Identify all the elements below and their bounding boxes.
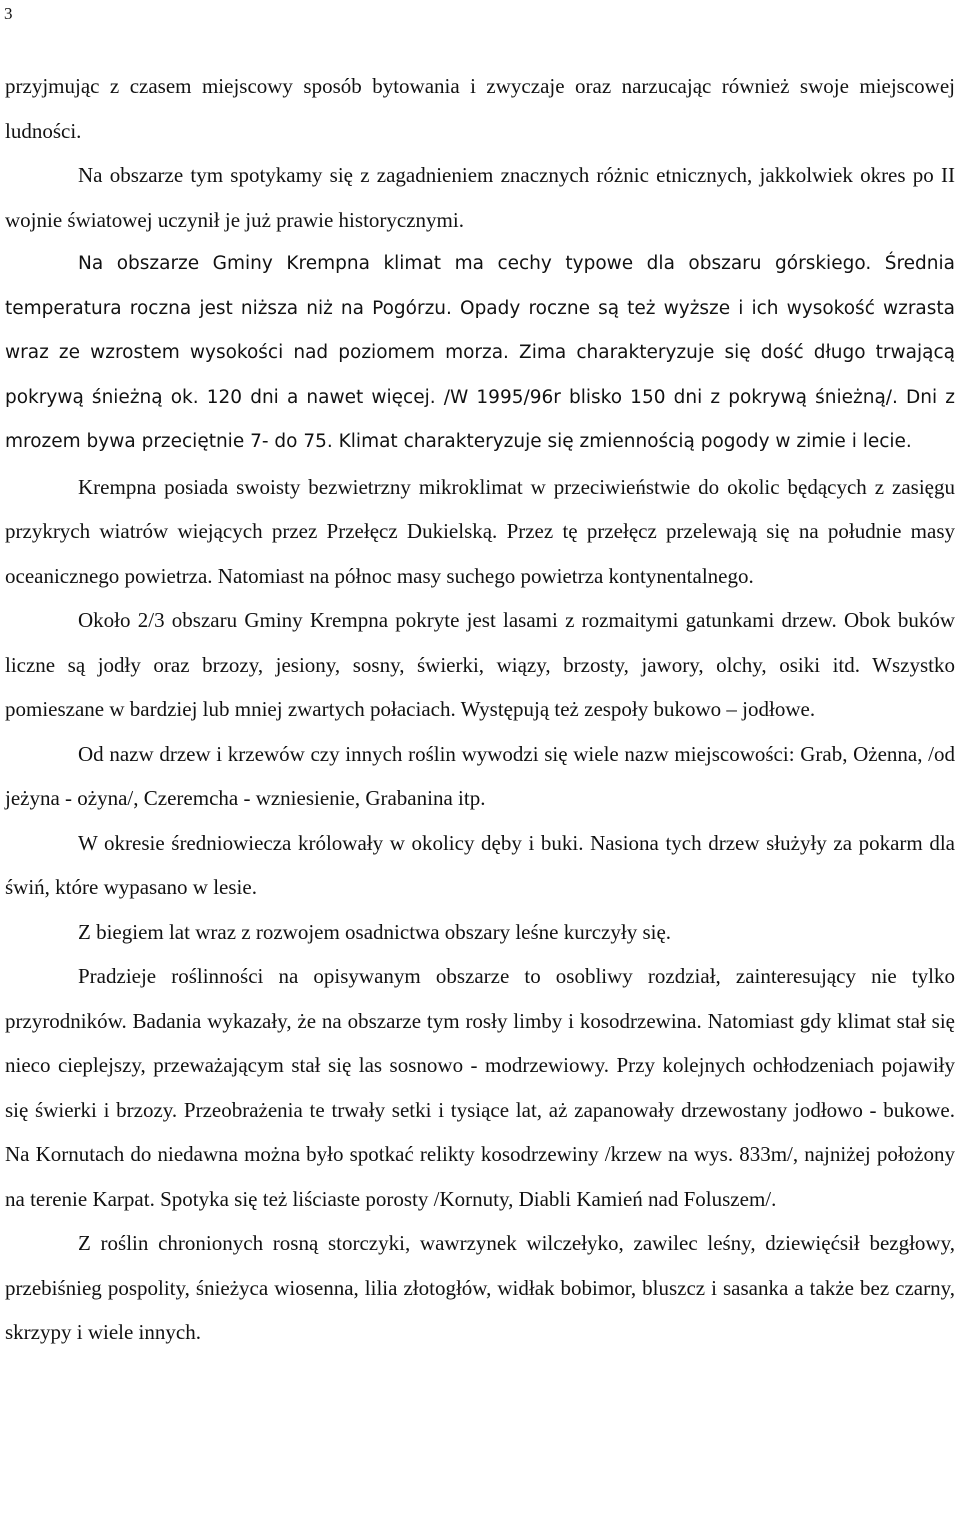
paragraph-protected-plants: Z roślin chronionych rosną storczyki, wawrzynek wilczełyko, zawilec leśny, dziewięćsił bezgłowy, przebiśnieg pospolity, śnieżyca wiosenna, lilia złotogłów, widłak bobimor, bluszcz i sasanka a także bez czarny, skrzypy i wiele innych. (5, 1231, 955, 1344)
paragraph-middle-ages: W okresie średniowiecza królowały w okolicy dęby i buki. Nasiona tych drzew służyły za pokarm dla świń, które wypasano w lesie. (5, 830, 955, 899)
paragraph-vegetation-history: Pradzieje roślinności na opisywanym obszarze to osobliwy rozdział, zainteresujący nie tylko przyrodników. Badania wykazały, że na obszarze tym rosły limby i kosodrzewina. Natomiast gdy klimat stał się nieco cieplejszy, przeważającym stał się las sosnowo - modrzewiowy. Przy kolejnych ochłodzeniach pojawiły się świerki i brzozy. Przeobrażenia te trwały setki i tysiące lat, aż zapanowały drzewostany jodłowo - bukowe. Na Kornutach do niedawna można było spotkać relikty kosodrzewiny /krzew na wys. 833m/, najniżej położony na terenie Karpat. Spotyka się też liściaste porosty /Kornuty, Diabli Kamień nad Foluszem/. (5, 964, 955, 1211)
paragraph-climate: Na obszarze Gminy Krempna klimat ma cechy typowe dla obszaru górskiego. Średnia temperatura roczna jest niższa niż na Pogórzu. Opady roczne są też wyższe i ich wysokość wzrasta wraz ze wzrostem wysokości nad poziomem morza. Zima charakteryzuje się dość długo trwającą pokrywą śnieżną ok. 120 dni a nawet więcej. /W 1995/96r blisko 150 dni z pokrywą śnieżną/. Dni z mrozem bywa przeciętnie 7- do 75. Klimat charakteryzuje się zmiennością pogody w zimie i lecie. (5, 253, 955, 452)
paragraph-microclimate: Krempna posiada swoisty bezwietrzny mikroklimat w przeciwieństwie do okolic będących z zasięgu przykrych wiatrów wiejących przez Przełęcz Dukielską. Przez tę przełęcz przelewają się na południe masy oceanicznego powietrza. Natomiast na północ masy suchego powietrza kontynentalnego. (5, 474, 955, 588)
paragraph-settlement-continuation: przyjmując z czasem miejscowy sposób bytowania i zwyczaje oraz narzucając również swoje miejscowej ludności. (5, 74, 955, 143)
paragraph-forest-decline: Z biegiem lat wraz z rozwojem osadnictwa obszary leśne kurczyły się. (78, 919, 672, 944)
paragraph-ethnic-differences: Na obszarze tym spotykamy się z zagadnieniem znacznych różnic etnicznych, jakkolwiek okres po II wojnie światowej uczynił je już prawie historycznymi. (5, 163, 955, 232)
paragraph-forests: Około 2/3 obszaru Gminy Krempna pokryte jest lasami z rozmaitymi gatunkami drzew. Obok buków liczne są jodły oraz brzozy, jesiony, sosny, świerki, wiązy, brzosty, jawory, olchy, osiki itd. Wszystko pomieszane w bardziej lub mniej zwartych połaciach. Występują też zespoły bukowo – jodłowe. (5, 608, 955, 721)
document-body (5, 64, 955, 1355)
page-number: 3 (4, 4, 13, 23)
paragraph-place-names: Od nazw drzew i krzewów czy innych roślin wywodzi się wiele nazw miejscowości: Grab, Ożenna, /od jeżyna - ożyna/, Czeremcha - wzniesienie, Grabanina itp. (5, 741, 955, 810)
